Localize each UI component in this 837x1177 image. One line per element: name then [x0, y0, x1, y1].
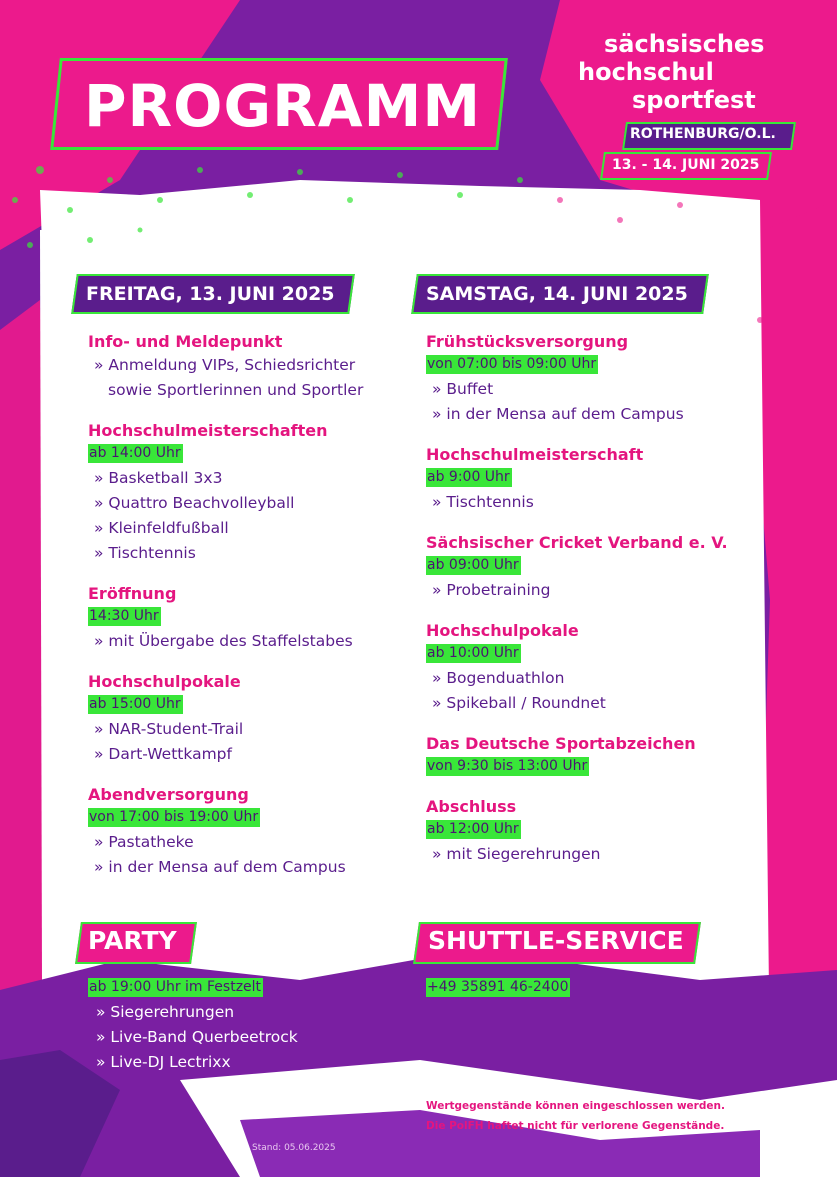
saturday-column — [426, 331, 746, 884]
time-badge: von 17:00 bis 19:00 Uhr — [89, 809, 259, 825]
friday-section — [88, 420, 408, 566]
list-item: » Tischtennis — [94, 544, 196, 562]
logo-line-1: sächsisches — [604, 30, 765, 58]
time-badge: ab 12:00 Uhr — [427, 821, 519, 837]
section-title: Abschluss — [426, 797, 517, 816]
notice — [426, 1096, 725, 1136]
saturday-section — [426, 620, 746, 716]
list-item: » Spikeball / Roundnet — [432, 694, 606, 712]
saturday-section — [426, 796, 746, 867]
list-item: » in der Mensa auf dem Campus — [432, 405, 684, 423]
friday-section — [88, 671, 408, 767]
section-title: Hochschulpokale — [88, 672, 241, 691]
shuttle-heading: SHUTTLE-SERVICE — [428, 926, 684, 955]
section-title: Das Deutsche Sportabzeichen — [426, 734, 696, 753]
section-title: Abendversorgung — [88, 785, 249, 804]
saturday-heading: SAMSTAG, 14. JUNI 2025 — [426, 283, 688, 305]
friday-section — [88, 583, 408, 654]
party-block — [88, 976, 298, 1075]
list-item: » Probetraining — [432, 581, 551, 599]
section-title: Hochschulmeisterschaft — [426, 445, 644, 464]
time-badge: ab 09:00 Uhr — [427, 557, 519, 573]
time-badge: ab 14:00 Uhr — [89, 445, 181, 461]
date-text: 13. - 14. JUNI 2025 — [612, 157, 760, 173]
time-badge: 14:30 Uhr — [89, 608, 159, 624]
list-item: » Bogenduathlon — [432, 669, 565, 687]
list-item: » NAR-Student-Trail — [94, 720, 244, 738]
saturday-section — [426, 444, 746, 515]
notice-line-1: Wertgegenstände können eingeschlossen werden. — [426, 1100, 725, 1112]
list-item: » Tischtennis — [432, 493, 534, 511]
logo-line-2: hochschul — [578, 58, 714, 86]
friday-heading: FREITAG, 13. JUNI 2025 — [86, 283, 335, 305]
saturday-section — [426, 331, 746, 427]
section-title: Sächsischer Cricket Verband e. V. — [426, 533, 728, 552]
time-badge: ab 10:00 Uhr — [427, 645, 519, 661]
saturday-section — [426, 733, 746, 779]
time-badge: ab 9:00 Uhr — [427, 469, 510, 485]
party-heading: PARTY — [88, 926, 177, 955]
list-item: » in der Mensa auf dem Campus — [94, 858, 346, 876]
list-item: » Siegerehrungen — [96, 1003, 235, 1021]
section-title: Info- und Meldepunkt — [88, 332, 283, 351]
list-item: » mit Siegerehrungen — [432, 845, 601, 863]
list-item: » Buffet — [432, 380, 494, 398]
list-item: » Live-Band Querbeetrock — [96, 1028, 298, 1046]
time-badge: von 9:30 bis 13:00 Uhr — [427, 758, 588, 774]
logo-line-3: sportfest — [632, 86, 756, 114]
friday-section — [88, 331, 408, 403]
list-item: » Kleinfeldfußball — [94, 519, 229, 537]
phone-number: +49 35891 46-2400 — [427, 979, 569, 995]
list-item: » Quattro Beachvolleyball — [94, 494, 295, 512]
friday-column — [88, 331, 408, 897]
list-item: » Pastatheke — [94, 833, 194, 851]
section-title: Hochschulmeisterschaften — [88, 421, 328, 440]
section-title: Eröffnung — [88, 584, 177, 603]
list-item: » Live-DJ Lectrixx — [96, 1053, 231, 1071]
page-title: PROGRAMM — [84, 72, 482, 140]
list-item: » Basketball 3x3 — [94, 469, 223, 487]
section-title: Frühstücksversorgung — [426, 332, 629, 351]
time-badge: ab 15:00 Uhr — [89, 696, 181, 712]
stand-date: Stand: 05.06.2025 — [252, 1143, 336, 1153]
shuttle-block — [426, 976, 570, 1000]
time-badge: ab 19:00 Uhr im Festzelt — [89, 979, 262, 995]
list-item: » mit Übergabe des Staffelstabes — [94, 632, 353, 650]
section-title: Hochschulpokale — [426, 621, 579, 640]
location-text: ROTHENBURG/O.L. — [630, 126, 776, 142]
time-badge: von 07:00 bis 09:00 Uhr — [427, 356, 597, 372]
list-item: » Anmeldung VIPs, Schiedsrichter sowie Sportlerinnen und Sportler — [94, 356, 364, 399]
saturday-section — [426, 532, 746, 603]
notice-line-2: Die PolFH haftet nicht für verlorene Gegenstände. — [426, 1120, 725, 1132]
list-item: » Dart-Wettkampf — [94, 745, 232, 763]
friday-section — [88, 784, 408, 880]
